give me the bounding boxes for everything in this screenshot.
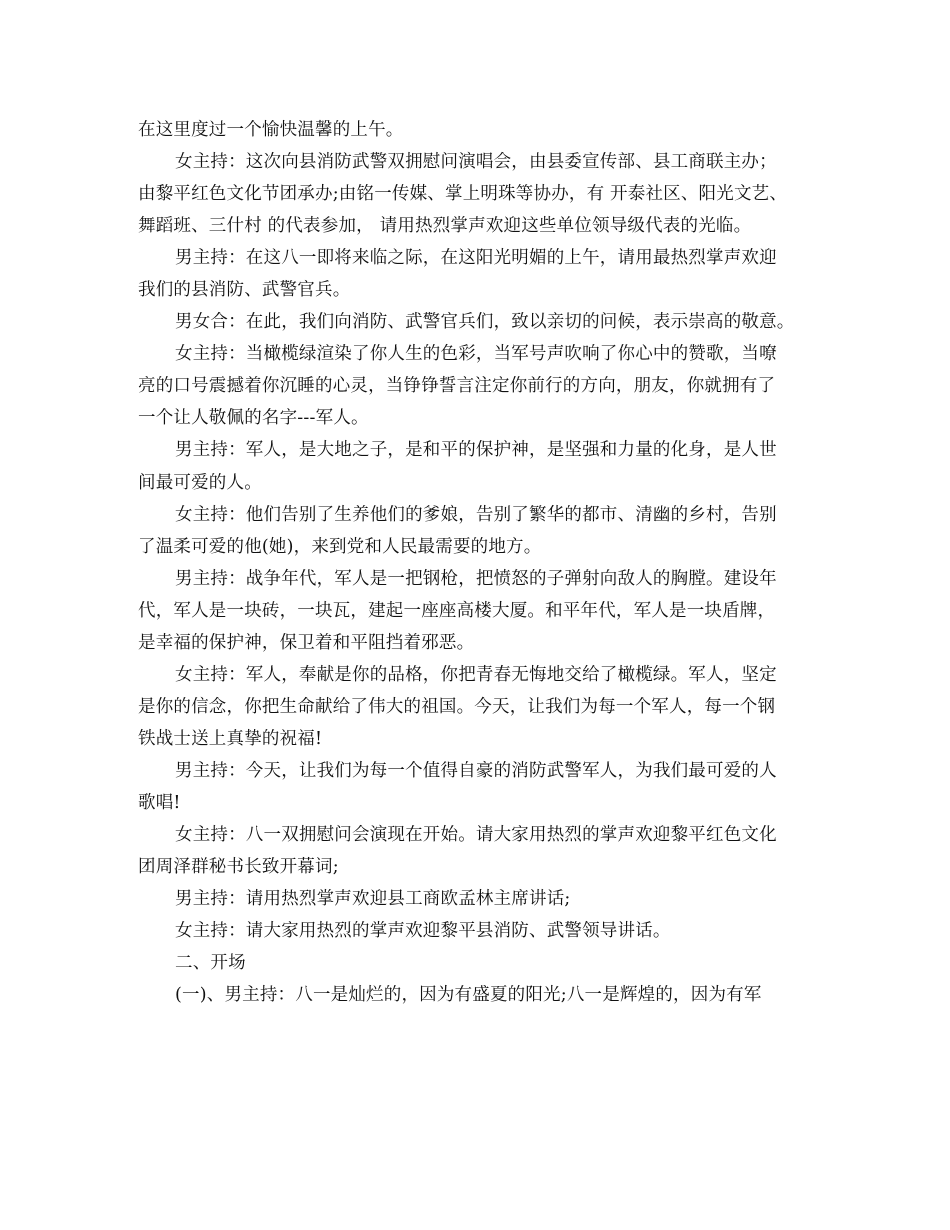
text-line: 由黎平红色文化节团承办;由铭一传媒、掌上明珠等协办，有 开泰社区、阳光文艺、	[138, 184, 788, 205]
text-line: 女主持：这次向县消防武警双拥慰问演唱会，由县委宣传部、县工商联主办；	[175, 152, 777, 173]
text-line: 女主持：军人，奉献是你的品格，你把青春无悔地交给了橄榄绿。军人，坚定	[175, 664, 777, 685]
text-line: 是幸福的保护神，保卫着和平阻挡着邪恶。	[138, 632, 475, 653]
text-line: 男主持：请用热烈掌声欢迎县工商欧孟林主席讲话;	[175, 889, 571, 910]
text-line: 女主持：当橄榄绿渲染了你人生的色彩，当军号声吹响了你心中的赞歌，当嘹	[175, 344, 777, 365]
text-line: 二、开场	[175, 953, 246, 974]
text-line: (一)、男主持：八一是灿烂的，因为有盛夏的阳光;八一是辉煌的，因为有军	[175, 985, 762, 1006]
text-line: 了温柔可爱的他(她)，来到党和人民最需要的地方。	[138, 536, 542, 557]
text-line: 男主持：战争年代，军人是一把钢枪，把愤怒的子弹射向敌人的胸膛。建设年	[175, 568, 777, 589]
text-line: 女主持：他们告别了生养他们的爹娘，告别了繁华的都市、清幽的乡村，告别	[175, 504, 777, 525]
text-line: 在这里度过一个愉快温馨的上午。	[138, 120, 404, 140]
text-line: 女主持：八一双拥慰问会演现在开始。请大家用热烈的掌声欢迎黎平红色文化	[175, 825, 777, 846]
document-body	[138, 114, 828, 1011]
text-line: 舞蹈班、三什村 的代表参加， 请用热烈掌声欢迎这些单位领导级代表的光临。	[138, 216, 752, 237]
text-line: 一个让人敬佩的名字---军人。	[138, 408, 369, 429]
text-line: 间最可爱的人。	[138, 472, 262, 493]
text-line: 歌唱!	[138, 792, 181, 813]
text-line: 团周泽群秘书长致开幕词;	[138, 857, 339, 878]
text-line: 男女合：在此，我们向消防、武警官兵们，致以亲切的问候，表示崇高的敬意。	[175, 312, 795, 333]
text-line: 男主持：今天，让我们为每一个值得自豪的消防武警军人，为我们最可爱的人	[175, 760, 777, 781]
text-line: 代，军人是一块砖，一块瓦，建起一座座高楼大厦。和平年代，军人是一块盾牌，	[138, 600, 776, 621]
text-line: 是你的信念，你把生命献给了伟大的祖国。今天，让我们为每一个军人，每一个钢	[138, 696, 776, 717]
text-line: 男主持：军人，是大地之子，是和平的保护神，是坚强和力量的化身，是人世	[175, 440, 777, 461]
text-line: 铁战士送上真挚的祝福!	[138, 728, 323, 749]
text-line: 女主持：请大家用热烈的掌声欢迎黎平县消防、武警领导讲话。	[175, 921, 671, 942]
text-line: 亮的口号震撼着你沉睡的心灵，当铮铮誓言注定你前行的方向，朋友，你就拥有了	[138, 376, 776, 397]
text-line: 男主持：在这八一即将来临之际，在这阳光明媚的上午，请用最热烈掌声欢迎	[175, 248, 777, 269]
text-line: 我们的县消防、武警官兵。	[138, 280, 351, 301]
